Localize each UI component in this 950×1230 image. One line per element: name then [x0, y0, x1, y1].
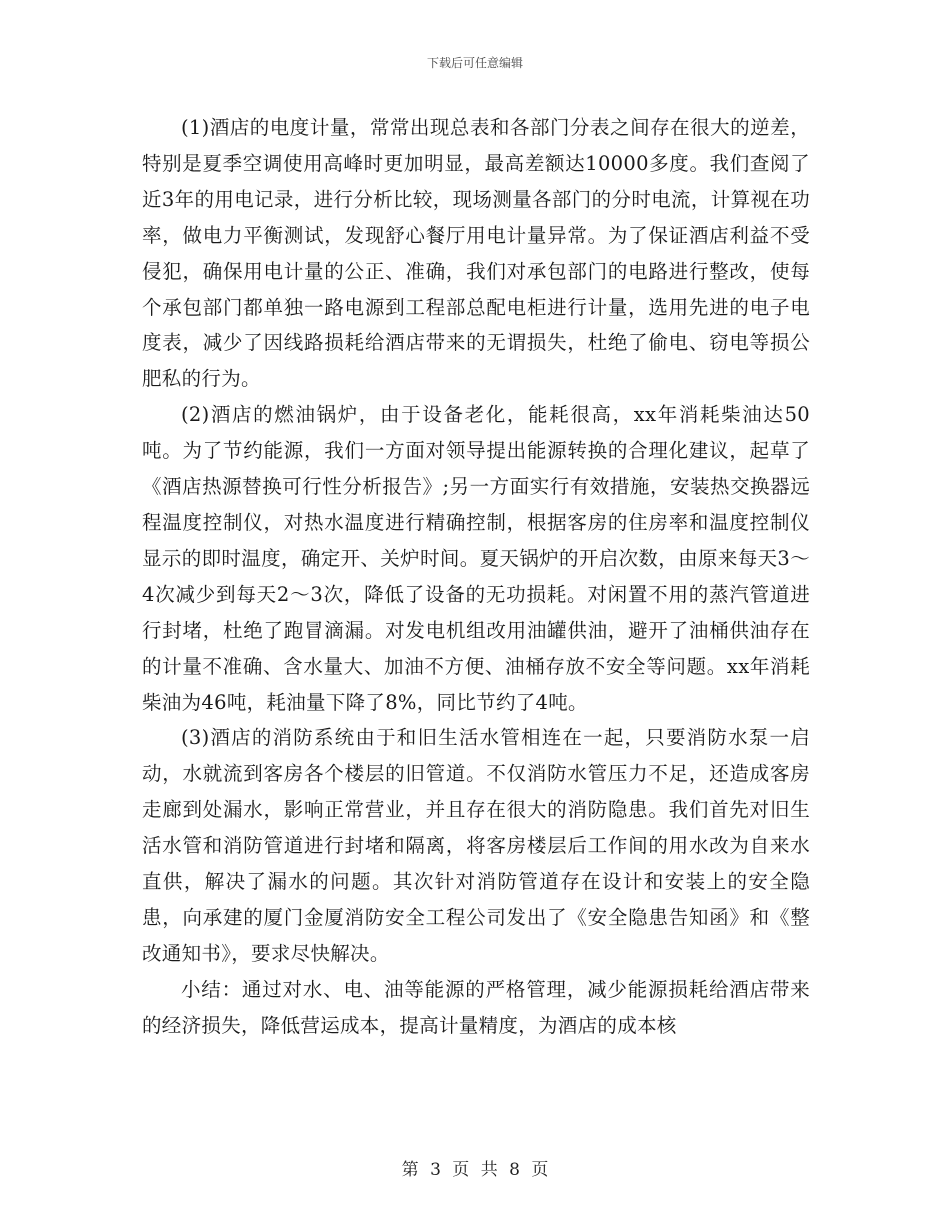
- page-header: 下载后可任意编辑: [426, 56, 523, 70]
- paragraph-summary: 小结：通过对水、电、油等能源的严格管理，减少能源损耗给酒店带来的经济损失，降低营运成本，提高计量精度，为酒店的成本核: [142, 977, 810, 1037]
- document-body: [142, 110, 810, 1044]
- paragraph-boiler: (2)酒店的燃油锅炉，由于设备老化，能耗很高，xx年消耗柴油达50吨。为了节约能源，我们一方面对领导提出能源转换的合理化建议，起草了《酒店热源替换可行性分析报告》;另一方面实行有效措施，安装热交换器远程温度控制仪，对热水温度进行精确控制，根据客房的住房率和温度控制仪显示的即时温度，确定开、关炉时间。夏天锅炉的开启次数，由原来每天3～4次减少到每天2～3次，降低了设备的无功损耗。对闲置不用的蒸汽管道进行封堵，杜绝了跑冒滴漏。对发电机组改用油罐供油，避开了油桶供油存在的计量不准确、含水量大、加油不方便、油桶存放不安全等问题。xx年消耗柴油为46吨，耗油量下降了8%，同比节约了4吨。: [142, 403, 810, 714]
- paragraph-fire-system: (3)酒店的消防系统由于和旧生活水管相连在一起，只要消防水泵一启动，水就流到客房各个楼层的旧管道。不仅消防水管压力不足，还造成客房走廊到处漏水，影响正常营业，并且存在很大的消防隐患。我们首先对旧生活水管和消防管道进行封堵和隔离，将客房楼层后工作间的用水改为自来水直供，解决了漏水的问题。其次针对消防管道存在设计和安装上的安全隐患，向承建的厦门金厦消防安全工程公司发出了《安全隐患告知函》和《整改通知书》，要求尽快解决。: [142, 726, 810, 965]
- paragraph-electricity: (1)酒店的电度计量，常常出现总表和各部门分表之间存在很大的逆差，特别是夏季空调使用高峰时更加明显，最高差额达10000多度。我们查阅了近3年的用电记录，进行分析比较，现场测量各部门的分时电流，计算视在功率，做电力平衡测试，发现舒心餐厅用电计量异常。为了保证酒店利益不受侵犯，确保用电计量的公正、准确，我们对承包部门的电路进行整改，使每个承包部门都单独一路电源到工程部总配电柜进行计量，选用先进的电子电度表，减少了因线路损耗给酒店带来的无谓损失，杜绝了偷电、窃电等损公肥私的行为。: [142, 116, 810, 391]
- page-number: 第 3 页 共 8 页: [401, 1160, 549, 1180]
